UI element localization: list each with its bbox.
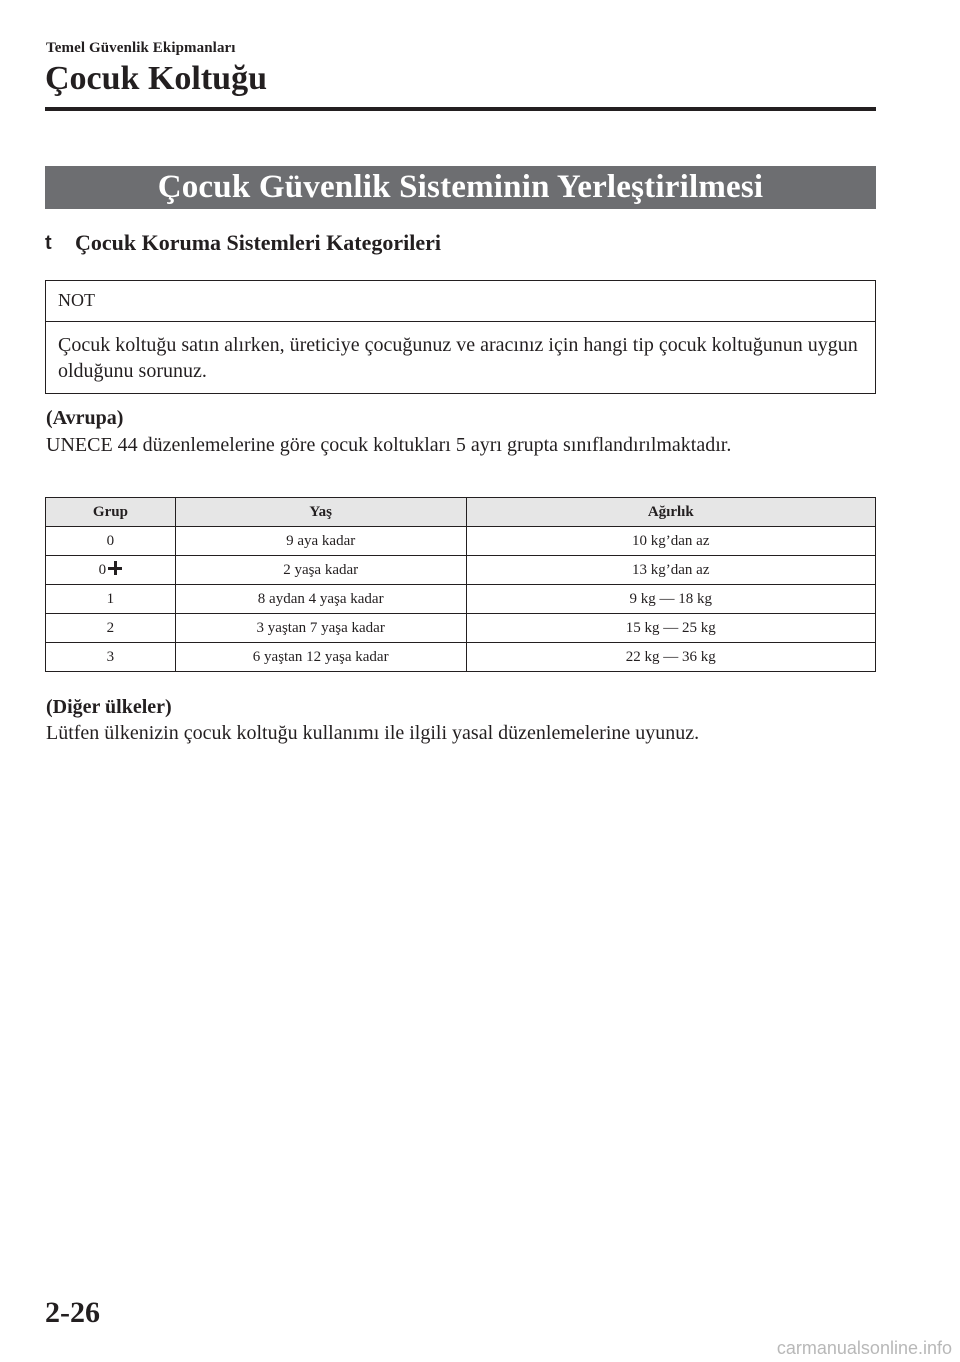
cell-weight: 15 kg — 25 kg	[466, 614, 876, 643]
group-value: 3	[106, 648, 115, 665]
cell-age: 9 aya kadar	[175, 527, 466, 556]
child-seat-group-table	[45, 497, 876, 672]
cell-age: 3 yaştan 7 yaşa kadar	[175, 614, 466, 643]
cell-group	[46, 614, 176, 643]
section-title: Çocuk Güvenlik Sisteminin Yerleştirilmesi	[157, 169, 764, 205]
table-row	[46, 527, 876, 556]
europe-text: UNECE 44 düzenlemelerine göre çocuk koltukları 5 ayrı grupta sınıflandırılmaktadır.	[46, 434, 732, 456]
group-value: 0	[98, 562, 107, 578]
group-value: 0	[106, 532, 115, 549]
cell-weight: 13 kg’dan az	[466, 556, 876, 585]
subsection-title: Çocuk Koruma Sistemleri Kategorileri	[75, 230, 441, 255]
cell-group	[46, 556, 176, 585]
cell-weight: 9 kg — 18 kg	[466, 585, 876, 614]
note-text: Çocuk koltuğu satın alırken, üreticiye çocuğunuz ve aracınız için hangi tip çocuk koltuğunun uygun olduğunu sorunuz.	[58, 334, 858, 382]
subsection-heading	[45, 230, 441, 256]
note-label: NOT	[46, 281, 875, 322]
europe-label: (Avrupa)	[46, 407, 124, 429]
table-header-row	[46, 498, 876, 527]
note-box	[45, 280, 876, 394]
watermark: carmanualsonline.info	[776, 1338, 952, 1358]
bullet-t-icon: t	[45, 231, 52, 254]
column-header-weight: Ağırlık	[466, 498, 876, 527]
column-header-age: Yaş	[175, 498, 466, 527]
cell-weight: 22 kg — 36 kg	[466, 643, 876, 672]
cell-group	[46, 643, 176, 672]
chapter-divider	[45, 107, 876, 111]
cell-age: 8 aydan 4 yaşa kadar	[175, 585, 466, 614]
other-countries-text: Lütfen ülkenizin çocuk koltuğu kullanımı ile ilgili yasal düzenlemelerine uyunuz.	[46, 722, 700, 744]
table-row	[46, 643, 876, 672]
section-banner	[45, 166, 876, 209]
other-countries-label: (Diğer ülkeler)	[46, 696, 172, 718]
chapter-title: Çocuk Koltuğu	[45, 60, 267, 97]
group-value: 1	[106, 590, 115, 607]
column-header-group: Grup	[46, 498, 176, 527]
table-row	[46, 585, 876, 614]
cell-weight: 10 kg’dan az	[466, 527, 876, 556]
cell-group	[46, 527, 176, 556]
cell-age: 2 yaşa kadar	[175, 556, 466, 585]
page-number: 2-26	[45, 1296, 100, 1329]
cell-age: 6 yaştan 12 yaşa kadar	[175, 643, 466, 672]
table-row	[46, 614, 876, 643]
table-row	[46, 556, 876, 585]
cell-group	[46, 585, 176, 614]
breadcrumb: Temel Güvenlik Ekipmanları	[46, 40, 236, 56]
group-value: 2	[106, 619, 115, 636]
plus-icon	[108, 561, 122, 575]
